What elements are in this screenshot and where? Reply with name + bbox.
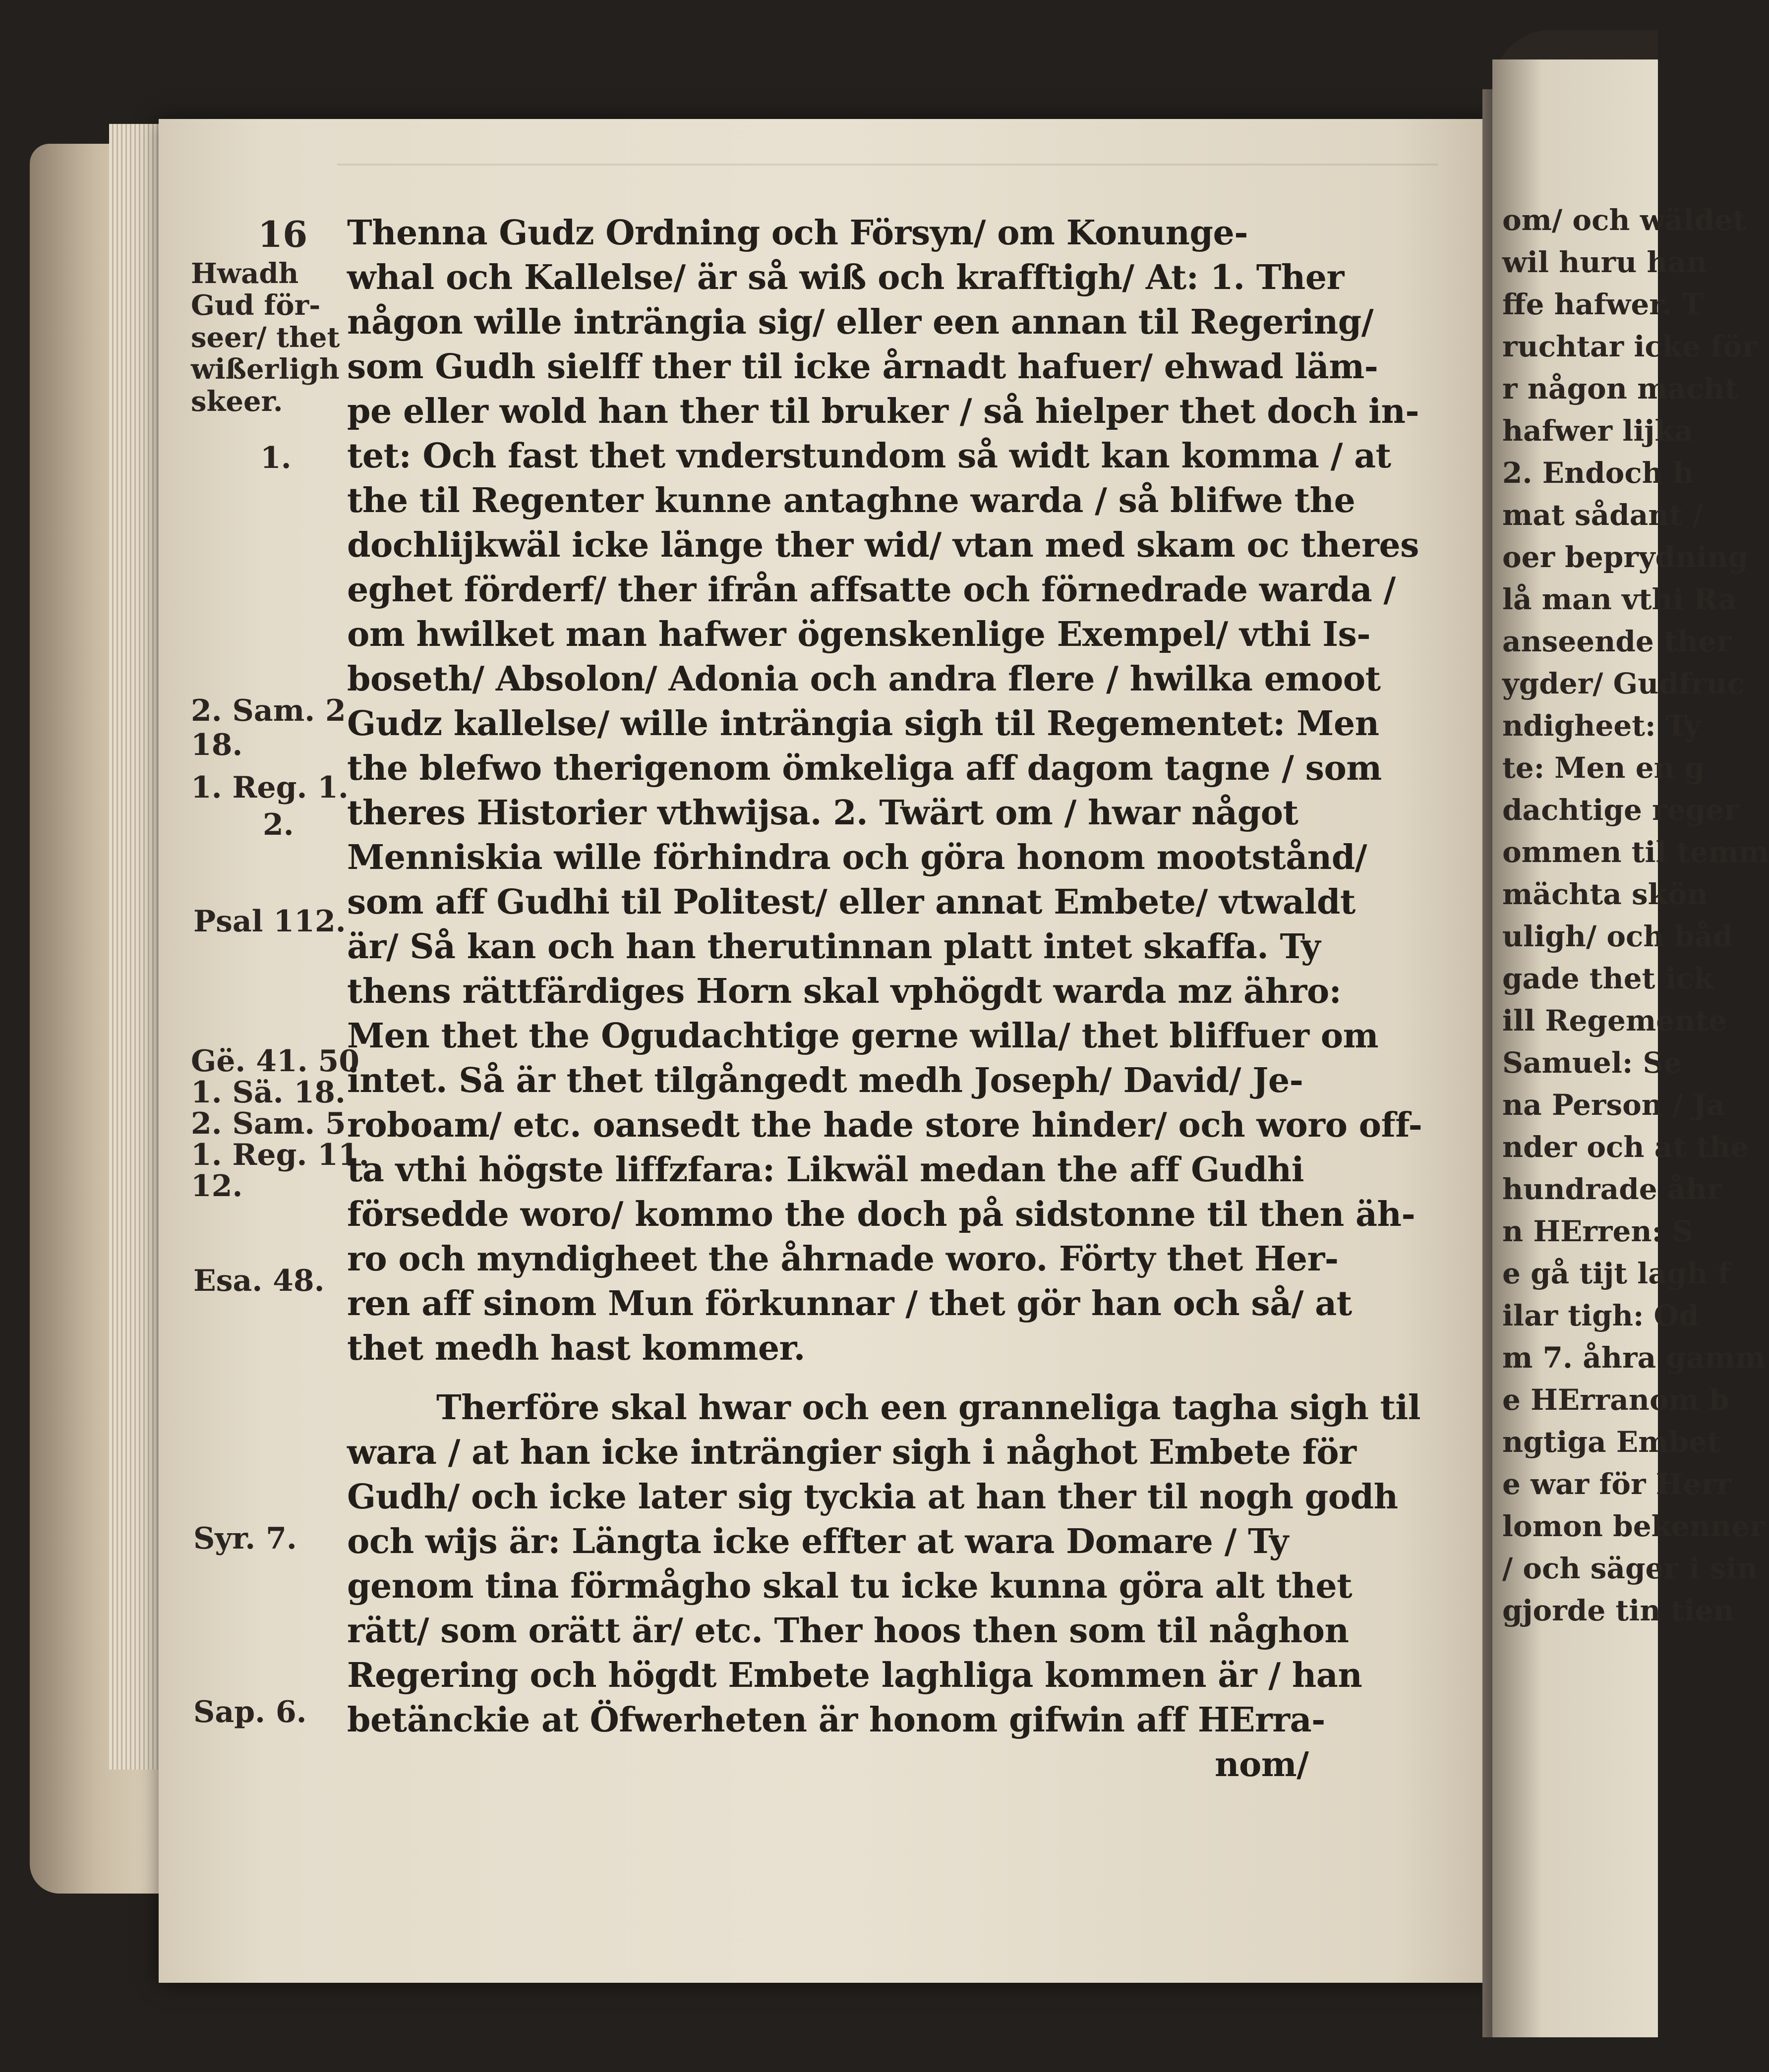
facing-line: gjorde tin tien bbox=[1502, 1594, 1734, 1627]
catchword: nom/ bbox=[1215, 1745, 1309, 1784]
facing-line: uligh/ och båd bbox=[1502, 920, 1733, 953]
facing-line: mat sådant / bbox=[1502, 498, 1703, 532]
facing-line: ygder/ Gudfruc bbox=[1502, 667, 1745, 700]
facing-line: r någon macht bbox=[1502, 372, 1738, 405]
margin-note-sap: Sap. 6. bbox=[193, 1695, 307, 1729]
facing-line: dachtige reger bbox=[1502, 793, 1739, 827]
text-line: ren aff sinom Mun förkunnar / thet gör han och så/ at bbox=[347, 1284, 1352, 1324]
margin-note-esa: Esa. 48. bbox=[193, 1264, 325, 1298]
facing-line: hafwer lijka bbox=[1502, 414, 1694, 448]
facing-line: hundrade åhr bbox=[1502, 1172, 1722, 1206]
facing-line: lomon bekenner bbox=[1502, 1509, 1765, 1543]
text-line: försedde woro/ kommo the doch på sidstonne til then äh- bbox=[347, 1195, 1415, 1234]
facing-line: oer beprydning bbox=[1502, 540, 1749, 574]
facing-line: e war för Herr bbox=[1502, 1467, 1732, 1501]
facing-page bbox=[1492, 59, 1769, 2037]
facing-line: na Person / Ja bbox=[1502, 1088, 1725, 1122]
text-line: boseth/ Absolon/ Adonia och andra flere / hwilka emoot bbox=[347, 659, 1381, 699]
facing-line: ndigheet: Ty bbox=[1502, 709, 1701, 743]
text-line: thens rättfärdiges Horn skal vphögdt warda mz ähro: bbox=[347, 972, 1342, 1011]
facing-line: wil huru han bbox=[1502, 245, 1708, 279]
text-line: som Gudh sielff ther til icke årnadt hafuer/ ehwad läm- bbox=[347, 347, 1378, 387]
facing-line: n HErren: S bbox=[1502, 1214, 1694, 1248]
text-line: betänckie at Öfwerheten är honom gifwin aff HErra- bbox=[347, 1700, 1325, 1740]
text-line: Gudz kallelse/ wille inträngia sigh til Regementet: Men bbox=[347, 704, 1379, 744]
facing-line: m 7. åhra gamm bbox=[1502, 1341, 1766, 1375]
text-line: tet: Och fast thet vnderstundom så widt kan komma / at bbox=[347, 436, 1391, 476]
text-line: eghet förderf/ ther ifrån affsatte och förnedrade warda / bbox=[347, 570, 1396, 610]
margin-note-hwadh: Hwadh Gud för- seer/ thet wißerligh skeer. bbox=[191, 257, 340, 418]
text-line: the blefwo therigenom ömkeliga aff dagom tagne / som bbox=[347, 748, 1382, 788]
text-line: Therföre skal hwar och een granneliga tagha sigh til bbox=[436, 1388, 1421, 1428]
text-line: theres Historier vthwijsa. 2. Twärt om / hwar något bbox=[347, 793, 1298, 833]
page-number: 16 bbox=[258, 213, 308, 255]
text-line: Thenna Gudz Ordning och Försyn/ om Konunge- bbox=[347, 213, 1248, 253]
facing-line: ruchtar icke för bbox=[1502, 330, 1758, 363]
text-line: är/ Så kan och han therutinnan platt intet skaffa. Ty bbox=[347, 927, 1321, 967]
text-line: the til Regenter kunne antaghne warda / så blifwe the bbox=[347, 481, 1356, 520]
facing-line: te: Men en g bbox=[1502, 751, 1705, 785]
margin-note-1reg: 1. Reg. 1. bbox=[191, 770, 349, 805]
facing-line: ommen til temm bbox=[1502, 835, 1769, 869]
facing-line: ill Regemente bbox=[1502, 1004, 1727, 1037]
text-line: Gudh/ och icke later sig tyckia at han ther til nogh godh bbox=[347, 1477, 1398, 1517]
text-line: någon wille inträngia sig/ eller een annan til Regering/ bbox=[347, 302, 1374, 342]
header-rule bbox=[337, 164, 1438, 166]
text-line: som aff Gudhi til Politest/ eller annat Embete/ vtwaldt bbox=[347, 882, 1356, 922]
text-line: roboam/ etc. oansedt the hade store hinder/ och woro off- bbox=[347, 1105, 1422, 1145]
text-line: thet medh hast kommer. bbox=[347, 1328, 805, 1368]
facing-line: / och säger i sin bbox=[1502, 1552, 1758, 1585]
text-line: pe eller wold han ther til bruker / så hielper thet doch in- bbox=[347, 392, 1419, 431]
facing-line: 2. Endoch h bbox=[1502, 456, 1694, 490]
text-line: Men thet the Ogudachtige gerne willa/ thet bliffuer om bbox=[347, 1016, 1379, 1056]
facing-line: e gå tijt lagh f bbox=[1502, 1257, 1730, 1290]
margin-note-2: 2. bbox=[263, 807, 294, 842]
text-line: genom tina förmågho skal tu icke kunna göra alt thet bbox=[347, 1566, 1353, 1606]
facing-line: ngtiga Embet bbox=[1502, 1425, 1720, 1459]
facing-line: om/ och wäldet bbox=[1502, 203, 1746, 237]
text-line: wara / at han icke inträngier sigh i någhot Embete för bbox=[347, 1433, 1356, 1472]
facing-line: ffe hafwer. T bbox=[1502, 288, 1704, 321]
facing-line: nder och at the bbox=[1502, 1130, 1749, 1164]
text-line: Regering och högdt Embete laghliga kommen är / han bbox=[347, 1656, 1362, 1695]
facing-line: e HErranom b bbox=[1502, 1383, 1729, 1417]
text-line: om hwilket man hafwer ögenskenlige Exempel/ vthi Is- bbox=[347, 615, 1371, 654]
margin-note-1: 1. bbox=[260, 441, 292, 475]
text-line: Menniskia wille förhindra och göra honom mootstånd/ bbox=[347, 838, 1367, 877]
text-line: ta vthi högste liffzfara: Likwäl medan the aff Gudhi bbox=[347, 1150, 1304, 1190]
text-line: dochlijkwäl icke länge ther wid/ vtan med skam oc theres bbox=[347, 525, 1419, 565]
facing-line: anseende ther bbox=[1502, 625, 1732, 658]
facing-line: ilar tigh: Od bbox=[1502, 1299, 1699, 1332]
text-line: intet. Så är thet tilgångedt medh Joseph/ David/ Je- bbox=[347, 1061, 1303, 1100]
facing-line: lå man vthi Ra bbox=[1502, 582, 1737, 616]
facing-line: gade thet ick bbox=[1502, 962, 1714, 995]
margin-note-syr: Syr. 7. bbox=[193, 1521, 297, 1556]
margin-note-psal: Psal 112. bbox=[193, 904, 346, 939]
facing-line: Samuel: Se bbox=[1502, 1046, 1682, 1080]
text-line: ro och myndigheet the åhrnade woro. Förty thet Her- bbox=[347, 1239, 1339, 1279]
margin-note-2sam: 2. Sam. 2 18. bbox=[191, 693, 346, 762]
text-line: rätt/ som orätt är/ etc. Ther hoos then som til någhon bbox=[347, 1611, 1349, 1651]
margin-note-refs: Gë. 41. 50 1. Sä. 18. 2. Sam. 5 1. Reg. 11. 12. bbox=[191, 1044, 369, 1204]
facing-line: mächta skön bbox=[1502, 877, 1708, 911]
text-line: whal och Kallelse/ är så wiß och krafftigh/ At: 1. Ther bbox=[347, 258, 1344, 297]
text-line: och wijs är: Längta icke effter at wara Domare / Ty bbox=[347, 1522, 1289, 1561]
